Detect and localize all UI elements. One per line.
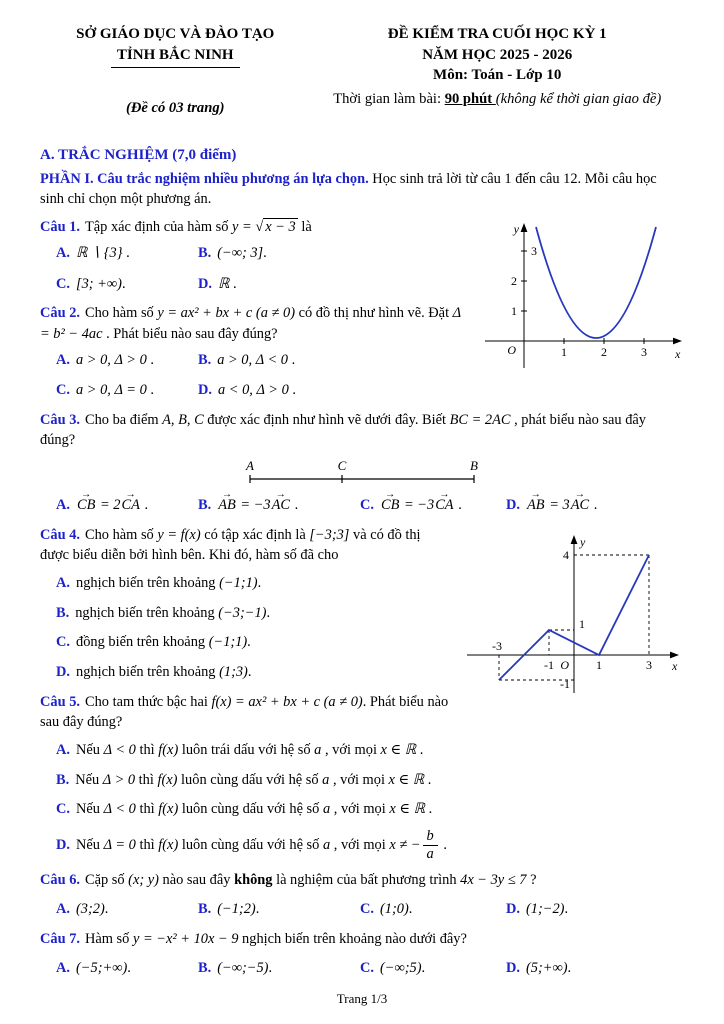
q5-option-a: A. Nếu Δ < 0 thì f(x) luôn trái dấu với hệ số a , với mọi x ∈ ℝ . <box>56 742 424 758</box>
q1-option-a: A. ℝ ∖ {3} . <box>56 245 130 262</box>
question-3-figure-wrap <box>40 458 684 486</box>
q6-option-a: A. (3;2). <box>56 901 109 918</box>
subject-line: Môn: Toán - Lớp 10 <box>433 67 562 84</box>
question-6 <box>40 870 684 921</box>
q1-q2-block <box>40 217 684 402</box>
graph1-ytick-1: 1 <box>511 304 517 319</box>
part1-heading <box>40 169 684 209</box>
section-a-title: A. TRẮC NGHIỆM (7,0 điểm) <box>40 146 237 163</box>
question-1-options <box>40 243 469 295</box>
question-7-text: Hàm số y = −x² + 10x − 9 nghịch biến trên khoảng nào dưới đây? <box>84 930 467 947</box>
graph2-xtick-3: 3 <box>646 657 652 672</box>
q2-option-b: B. a > 0, Δ < 0 . <box>198 351 296 368</box>
q2-option-d: D. a < 0, Δ > 0 . <box>198 382 296 399</box>
q3-option-c: C. CB → = −3CA → . <box>360 495 506 517</box>
issuer-line1: SỞ GIÁO DỤC VÀ ĐÀO TẠO <box>76 26 275 42</box>
graph2-xtick-1: 1 <box>596 657 602 672</box>
question-5-text: Cho tam thức bậc hai f(x) = ax² + bx + c (a ≠ 0). Phát biểu nào sau đây đúng? <box>40 693 449 730</box>
question-6-options <box>40 896 684 921</box>
q3-option-d: D. AB → = 3AC → . <box>506 495 684 517</box>
q1-option-b: B. (−∞; 3]. <box>198 245 267 262</box>
question-7-label: Câu 7. <box>40 930 80 947</box>
graph1-y-axis-label: y <box>513 222 519 237</box>
graph1-ytick-2: 2 <box>511 274 517 289</box>
header-left <box>40 24 310 119</box>
q4-option-c: C. đồng biến trên khoảng (−1;1). <box>56 634 251 651</box>
q6-option-d: D. (1;−2). <box>506 901 569 918</box>
header-right <box>310 24 684 119</box>
q4-option-d: D. nghịch biến trên khoảng (1;3). <box>56 664 252 681</box>
graph2-ytick-m1: -1 <box>560 676 570 691</box>
part1-instructions: Học sinh trả lời từ câu 1 đến câu 12. Mỗi câu học sinh chỉ chọn một phương án. <box>40 170 657 207</box>
question-2-text: Cho hàm số y = ax² + bx + c (a ≠ 0) có đồ thị như hình vẽ. Đặt Δ = b² − 4ac . Phát biểu nào sau đây đúng? <box>40 305 461 342</box>
graph2-origin-label: O <box>560 657 569 672</box>
graph2-y-axis-label: y <box>580 534 586 549</box>
question-7-options <box>40 955 684 980</box>
question-4-block <box>40 525 684 691</box>
q5-option-c: C. Nếu Δ < 0 thì f(x) luôn cùng dấu với hệ số a , với mọi x ∈ ℝ . <box>56 801 433 818</box>
graph2-ytick-1: 1 <box>579 616 585 631</box>
q1-option-c: C. [3; +∞). <box>56 275 126 292</box>
time-prefix: Thời gian làm bài: <box>333 91 445 108</box>
part1-title: PHẦN I. Câu trắc nghiệm nhiều phương án lựa chọn. <box>40 170 369 187</box>
header <box>40 24 684 119</box>
graph1-xtick-1: 1 <box>561 345 567 360</box>
q7-option-c: C. (−∞;5). <box>360 960 426 976</box>
question-3-segment-figure <box>242 458 482 486</box>
time-duration: 90 phút <box>444 91 496 108</box>
question-2-options <box>40 350 469 402</box>
graph2-xtick-m3: -3 <box>492 638 502 653</box>
segment-point-a: A <box>246 458 254 474</box>
question-5-options <box>40 740 684 862</box>
question-4-text: Cho hàm số y = f(x) có tập xác định là [−3;3] và có đồ thị được biểu diễn bởi hình bên. Khi đó, hàm số đã cho <box>40 526 421 564</box>
q1-option-d: D. ℝ . <box>198 275 237 292</box>
question-7-stem <box>40 929 684 949</box>
q4-option-b: B. nghịch biến trên khoảng (−3;−1). <box>56 604 271 621</box>
question-7 <box>40 929 684 980</box>
graph2-ytick-4: 4 <box>563 547 569 562</box>
issuer-line2 <box>40 45 310 69</box>
q5-option-b: B. Nếu Δ > 0 thì f(x) luôn cùng dấu với hệ số a , với mọi x ∈ ℝ . <box>56 771 432 788</box>
question-2-label: Câu 2. <box>40 305 80 322</box>
q3-option-b: B. AB → = −3AC → . <box>198 495 360 517</box>
q2-option-a: A. a > 0, Δ > 0 . <box>56 351 154 368</box>
q3-option-a: A. CB → = 2CA → . <box>56 495 198 517</box>
question-2-parabola-graph <box>479 219 684 371</box>
question-3 <box>40 410 684 517</box>
exam-title: ĐỀ KIỂM TRA CUỐI HỌC KỲ 1 <box>387 26 607 42</box>
question-3-label: Câu 3. <box>40 412 80 429</box>
question-3-options <box>40 492 684 517</box>
graph1-origin-label: O <box>507 343 516 358</box>
graph1-xtick-2: 2 <box>601 345 607 360</box>
question-5 <box>40 692 684 862</box>
q6-option-c: C. (1;0). <box>360 901 413 918</box>
segment-point-c: C <box>337 458 347 474</box>
q7-option-d: D. (5;+∞). <box>506 960 572 976</box>
segment-point-b: B <box>470 458 478 474</box>
q6-option-b: B. (−1;2). <box>198 901 260 918</box>
time-line <box>310 89 684 109</box>
question-3-stem <box>40 410 684 450</box>
question-1-label: Câu 1. <box>40 219 80 236</box>
page-number: Trang 1/3 <box>336 990 388 1006</box>
graph1-x-axis-label: x <box>675 347 681 362</box>
q4-option-a: A. nghịch biến trên khoảng (−1;1). <box>56 575 262 592</box>
question-6-stem <box>40 870 684 890</box>
q7-option-a: A. (−5;+∞). <box>56 960 131 976</box>
q2-option-c: C. a > 0, Δ = 0 . <box>56 382 154 399</box>
time-note: (không kể thời gian giao đề) <box>495 91 662 108</box>
issuer-province: TỈNH BẮC NINH <box>111 45 240 69</box>
question-4-piecewise-graph <box>459 525 684 700</box>
question-1-text: Tập xác định của hàm số y = √ x − 3 là <box>84 219 312 236</box>
graph1-xtick-3: 3 <box>641 345 647 360</box>
question-5-label: Câu 5. <box>40 693 80 710</box>
school-year: NĂM HỌC 2025 - 2026 <box>422 46 573 63</box>
q5-option-d: D. Nếu Δ = 0 thì f(x) luôn cùng dấu với hệ số a , với mọi x ≠ − $\frac{b}{a}$ . <box>56 827 447 862</box>
question-6-label: Câu 6. <box>40 872 80 889</box>
question-6-text: Cặp số (x; y) nào sau đây không là nghiệm của bất phương trình 4x − 3y ≤ 7 ? <box>84 872 537 889</box>
pages-note: (Đề có 03 trang) <box>125 100 225 117</box>
graph2-x-axis-label: x <box>672 658 678 673</box>
question-3-text: Cho ba điểm A, B, C được xác định như hình vẽ dưới đây. Biết BC = 2AC , phát biểu nào sau đây đúng? <box>40 412 646 449</box>
question-4-label: Câu 4. <box>40 526 80 543</box>
graph2-xtick-m1: -1 <box>544 657 554 672</box>
q7-option-b: B. (−∞;−5). <box>198 960 273 976</box>
graph1-ytick-3: 3 <box>531 244 537 259</box>
